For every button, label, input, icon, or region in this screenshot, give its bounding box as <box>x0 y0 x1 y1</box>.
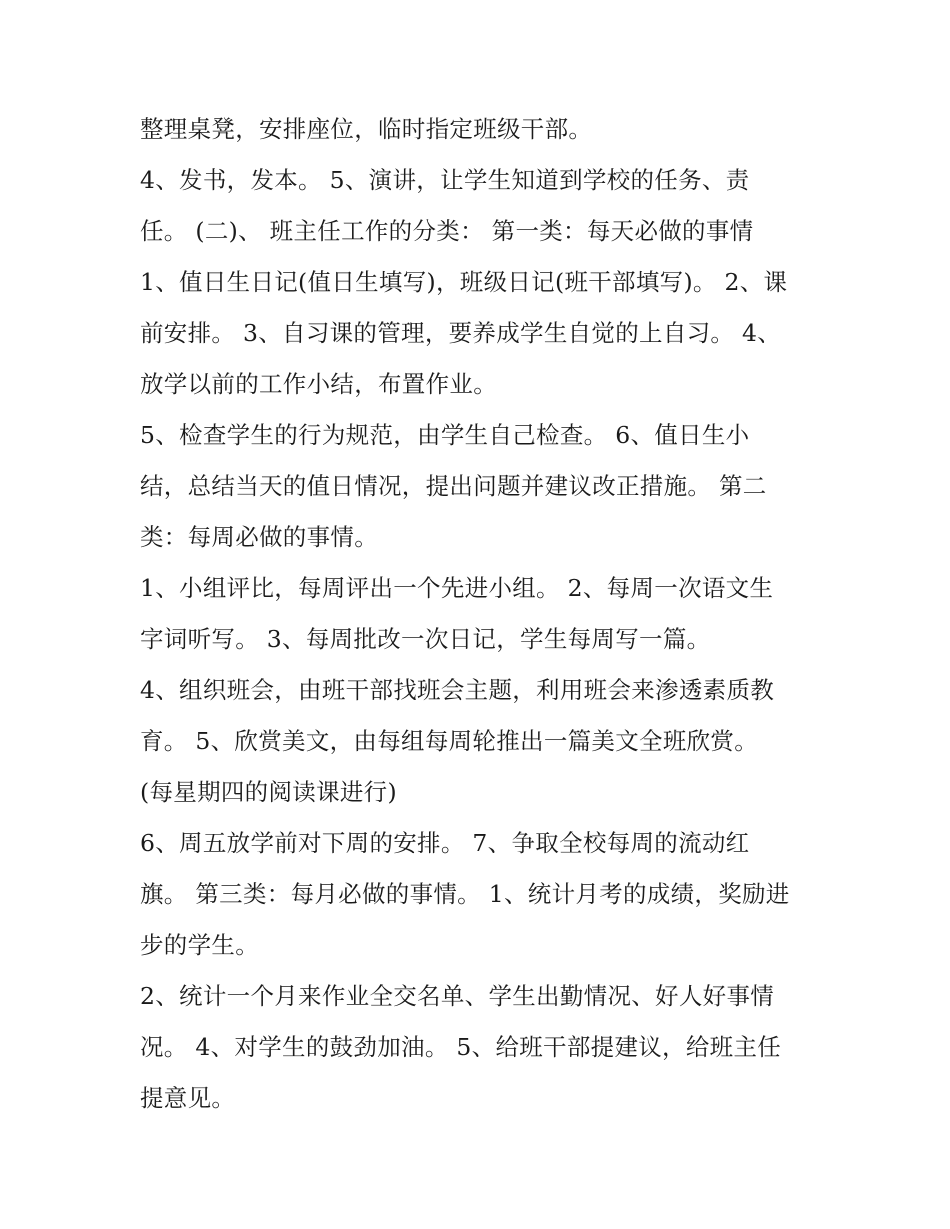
text-line: 放学以前的工作小结，布置作业。 <box>140 370 497 398</box>
text-line: 类：每周必做的事情。 <box>140 523 378 551</box>
document-body <box>140 104 840 1124</box>
text-line: 结，总结当天的值日情况，提出问题并建议改正措施。 第二 <box>140 472 767 500</box>
text-line: 任。 (二)、 班主任工作的分类： 第一类：每天必做的事情 <box>140 217 754 245</box>
text-line: 字词听写。 3、每周批改一次日记，学生每周写一篇。 <box>140 625 711 653</box>
text-line: 4、发书，发本。 5、演讲，让学生知道到学校的任务、责 <box>140 166 750 194</box>
text-line: 步的学生。 <box>140 931 259 959</box>
text-line: 1、值日生日记(值日生填写)，班级日记(班干部填写)。 2、课 <box>140 268 788 296</box>
text-line: 育。 5、欣赏美文，由每组每周轮推出一篇美文全班欣赏。 <box>140 727 759 755</box>
text-line: 1、小组评比，每周评出一个先进小组。 2、每周一次语文生 <box>140 574 774 602</box>
text-line: 6、周五放学前对下周的安排。 7、争取全校每周的流动红 <box>140 829 750 857</box>
text-line: 4、组织班会，由班干部找班会主题，利用班会来渗透素质教 <box>140 676 775 704</box>
text-line: 况。 4、对学生的鼓劲加油。 5、给班干部提建议，给班主任 <box>140 1033 782 1061</box>
text-line: (每星期四的阅读课进行) <box>140 778 397 806</box>
text-line: 前安排。 3、自习课的管理，要养成学生自觉的上自习。 4、 <box>140 319 782 347</box>
text-line: 旗。 第三类：每月必做的事情。 1、统计月考的成绩，奖励进 <box>140 880 790 908</box>
text-line: 2、统计一个月来作业全交名单、学生出勤情况、好人好事情 <box>140 982 775 1010</box>
text-line: 整理桌凳，安排座位，临时指定班级干部。 <box>140 115 593 143</box>
text-line: 5、检查学生的行为规范，由学生自己检查。 6、值日生小 <box>140 421 750 449</box>
text-line: 提意见。 <box>140 1084 236 1112</box>
